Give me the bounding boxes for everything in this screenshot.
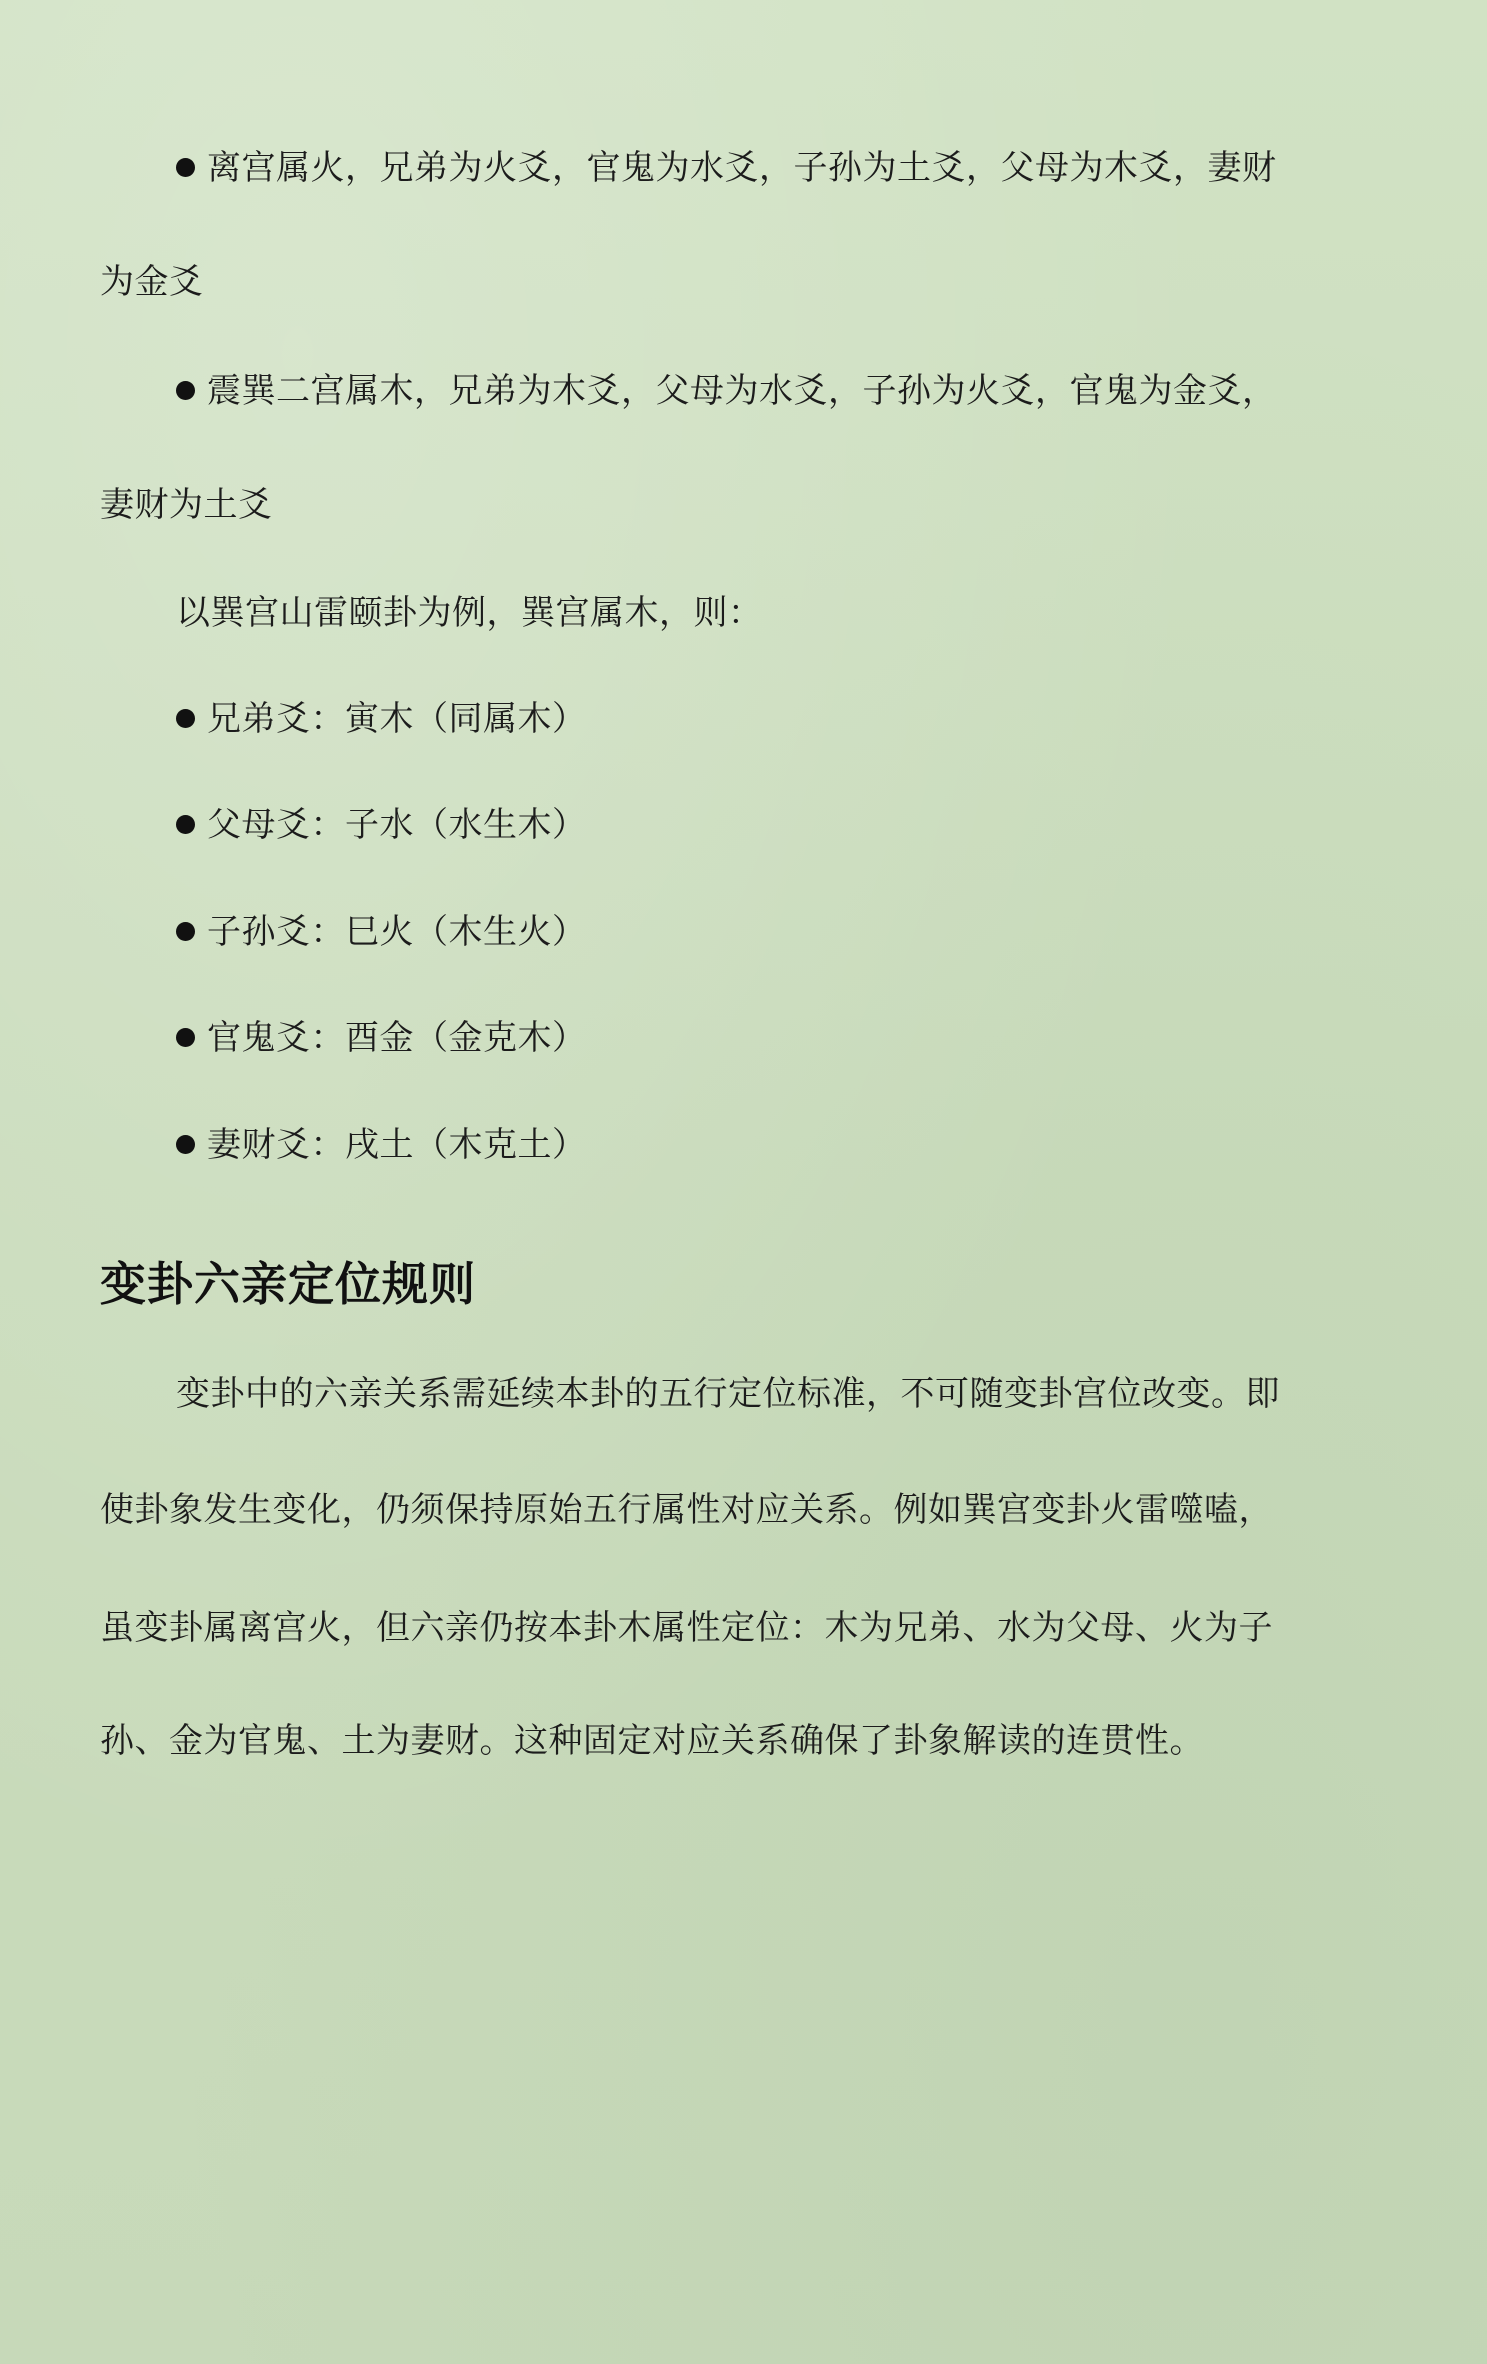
bullet-icon — [176, 1135, 195, 1154]
section-heading: 变卦六亲定位规则 — [100, 1257, 476, 1311]
list-item — [176, 1013, 587, 1063]
bullet-text: 震巽二宫属木，兄弟为木爻，父母为水爻，子孙为火爻，官鬼为金爻， — [207, 371, 1277, 411]
list-item-text: 父母爻：子水（水生木） — [207, 805, 587, 845]
list-item-text: 兄弟爻：寅木（同属木） — [207, 699, 587, 739]
paragraph-line: 虽变卦属离宫火，但六亲仍按本卦木属性定位：木为兄弟、水为父母、火为子 — [100, 1608, 1273, 1648]
bullet-item-zhen-xun-palace — [176, 366, 1277, 416]
bullet-icon — [176, 1028, 195, 1047]
list-item — [176, 1120, 587, 1170]
list-item-text: 子孙爻：巳火（木生火） — [207, 912, 587, 952]
bullet-item-li-palace — [176, 143, 1277, 193]
example-intro: 以巽宫山雷颐卦为例，巽宫属木，则： — [176, 593, 763, 633]
bullet-icon — [176, 922, 195, 941]
bullet-icon — [176, 381, 195, 400]
paragraph-line: 变卦中的六亲关系需延续本卦的五行定位标准，不可随变卦宫位改变。即 — [176, 1374, 1280, 1414]
list-item-text: 妻财爻：戌土（木克土） — [207, 1125, 587, 1165]
bullet-icon — [176, 158, 195, 177]
bullet-icon — [176, 709, 195, 728]
bullet-icon — [176, 815, 195, 834]
list-item — [176, 694, 587, 744]
list-item — [176, 907, 587, 957]
bullet-continuation: 为金爻 — [100, 262, 204, 302]
paragraph-line: 使卦象发生变化，仍须保持原始五行属性对应关系。例如巽宫变卦火雷噬嗑， — [100, 1490, 1273, 1530]
bullet-text: 离宫属火，兄弟为火爻，官鬼为水爻，子孙为土爻，父母为木爻，妻财 — [207, 148, 1277, 188]
paragraph-line: 孙、金为官鬼、土为妻财。这种固定对应关系确保了卦象解读的连贯性。 — [100, 1721, 1204, 1761]
list-item-text: 官鬼爻：酉金（金克木） — [207, 1018, 587, 1058]
list-item — [176, 800, 587, 850]
bullet-continuation: 妻财为土爻 — [100, 485, 273, 525]
